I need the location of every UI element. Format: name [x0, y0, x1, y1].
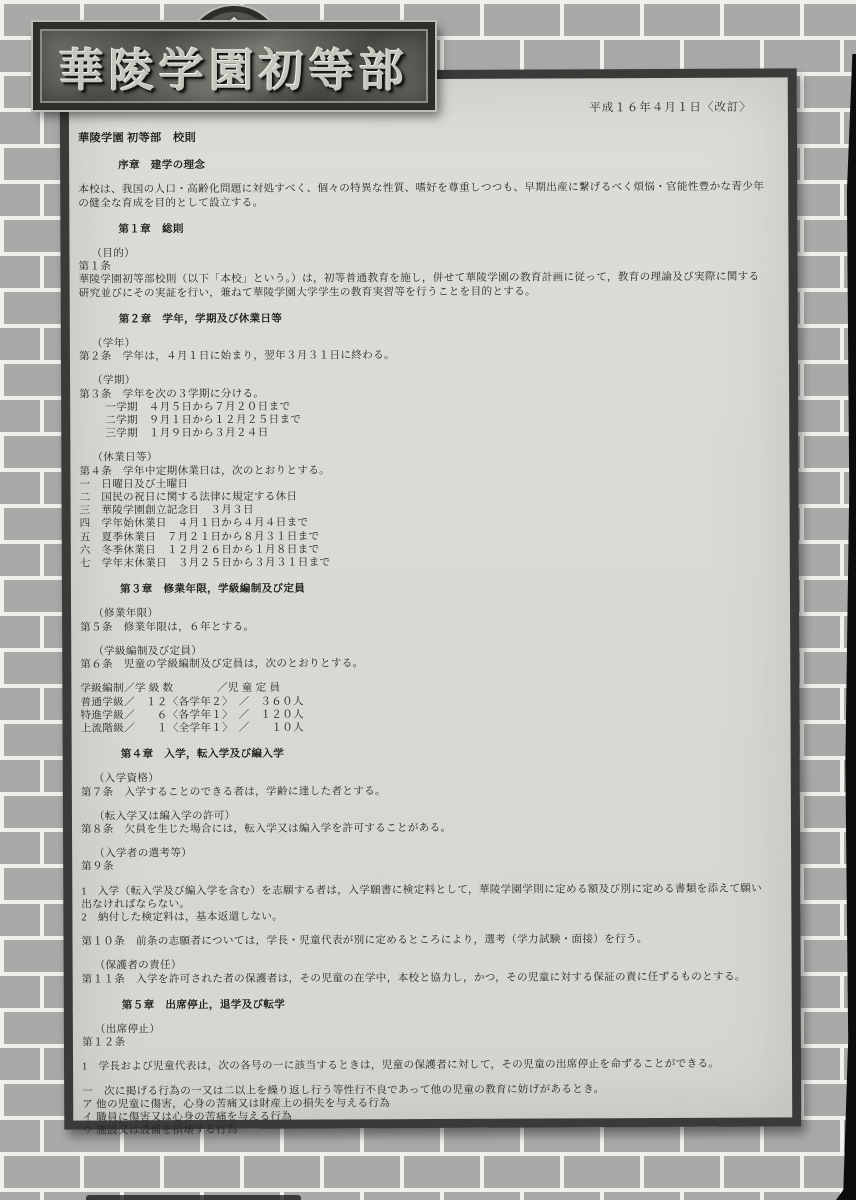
doc-line-body: ア 他の児童に傷害，心身の苦痛又は財産上の損失を与える行為 [82, 1097, 391, 1111]
doc-line-body: 第７条 入学することのできる者は，学齢に達した者とする。 [80, 785, 386, 799]
doc-line-body: 第８条 欠員を生じた場合には，転入学又は編入学を許可することがある。 [80, 822, 452, 836]
doc-line-body: 三 華陵学園創立記念日 ３月３日 [79, 505, 254, 517]
doc-line-indent: 三学期 １月９日から３月２４日 [105, 427, 269, 440]
doc-line-indent: 一学期 ４月５日から７月２０日まで [105, 401, 291, 414]
doc-line-body: 本校は、我国の人口・高齢化問題に対処すべく、個々の特異な性質、嗜好を尊重しつつも、早期出産に繋げるべく煩悩・官能性豊かな青少年の健全な育成を目的として設立する。 [78, 181, 765, 210]
scan-edge-bottom [86, 1195, 301, 1200]
doc-line-body: 第９条 [81, 861, 114, 873]
doc-line-body: 二 国民の祝日に関する法律に規定する休日 [79, 491, 298, 504]
plaque-face [33, 22, 435, 110]
doc-line-body: 六 冬季休業日 １２月２６日から１月８日まで [79, 544, 320, 557]
doc-line-label: （学年） [91, 338, 136, 350]
doc-line-label: （入学者の選考等） [94, 848, 193, 860]
doc-line-label: （出席停止） [94, 1024, 161, 1036]
doc-line-chapter: 第３章 修業年限，学級編制及び定員 [119, 583, 306, 596]
doc-line-body: 第３条 学年を次の３学期に分ける。 [79, 388, 265, 401]
doc-line-label: （学期） [92, 375, 136, 387]
doc-line-body: 普通学級／ １２〈各学年２〉 ／ ３６０人 [80, 696, 304, 709]
document-title: 華陵学園 初等部 校則 [77, 132, 196, 145]
doc-line-body: 第１２条 [81, 1037, 126, 1049]
doc-line-body: 1 学長および児童代表は，次の各号の一に該当するときは，児童の保護者に対して，その児童の出席停止を命ずることができる。 [82, 1059, 720, 1073]
doc-line-body: 五 夏季休業日 ７月２１日から８月３１日まで [79, 531, 320, 544]
doc-line-body: 第５条 修業年限は，６年とする。 [80, 621, 255, 634]
school-name-plaque [33, 22, 435, 110]
doc-line-body: 四 学年始休業日 ４月１日から４月４日まで [79, 518, 309, 530]
doc-line-chapter: 第５章 出席停止，退学及び転学 [121, 999, 286, 1012]
doc-line-chapter: 第１章 総則 [118, 223, 184, 236]
doc-line-body: 特進学級／ ６〈各学年１〉 ／ １２０人 [80, 709, 304, 722]
doc-line-body: 第６条 児童の学級編制及び定員は，次のとおりとする。 [80, 658, 364, 671]
doc-line-body: 第２条 学年は，４月１日に始まり，翌年３月３１日に終わる。 [78, 350, 395, 363]
doc-line-chapter: 第２章 学年，学期及び休業日等 [118, 313, 283, 326]
doc-line-body: 1 入学（転入学及び編入学を含む）を志願する者は，入学願書に検定料として，華陵学園学則に定める額及び別に定める書類を添えて願い出なければならない。 [81, 883, 763, 911]
doc-line-body: 第１条 [78, 261, 112, 273]
doc-line-body: 七 学年末休業日 ３月２５日から３月３１日まで [79, 557, 331, 570]
doc-line-chapter: 序章 建学の理念 [118, 160, 206, 172]
doc-line-label: （修業年限） [93, 608, 159, 620]
doc-line-body: 一 次に掲げる行為の一又は二以上を繰り返し行う等性行不良であって他の児童の教育に妨げがあるとき。 [82, 1083, 605, 1098]
doc-line-label: （休業日等） [92, 452, 158, 464]
doc-line-body: 第１１条 入学を許可された者の保護者は，その児童の在学中，本校と協力し，かつ，その児童に対する保証の責に任ずるものとする。 [81, 971, 746, 986]
plaque-title: 華陵学園初等部 [58, 43, 409, 97]
doc-line-body: イ 職員に傷害又は心身の苦痛を与える行為 [82, 1111, 293, 1124]
doc-line-label: （目的） [91, 248, 136, 260]
doc-line-body: 上流階級／ １〈全学年１〉 ／ １０人 [80, 722, 305, 735]
doc-line-chapter: 第４章 入学，転入学及び編入学 [120, 748, 285, 761]
doc-line-label: （学級編制及び定員） [93, 645, 203, 658]
regulations-document [60, 68, 802, 1137]
doc-line-label: （転入学又は編入学の許可） [93, 810, 236, 823]
doc-line-indent: 二学期 ９月１日から１２月２５日まで [105, 414, 302, 427]
doc-line-label: （入学資格） [93, 773, 160, 785]
doc-line-label: （保護者の責任） [94, 960, 182, 972]
revision-date: 平成１６年４月１日〈改訂〉 [589, 101, 752, 115]
doc-line-body: 華陵学園初等部校則（以下「本校」という。）は，初等普通教育を施し，併せて華陵学園の教育計画に従って，教育の理論及び実際に関する研究並びにその実証を行い，兼ねて華陵学園大学学生の教育実習等を行うことを目的とする。 [78, 271, 760, 300]
doc-line-body: 一 日曜日及び土曜日 [79, 478, 189, 491]
doc-line-body: ウ 施設又は設備を損壊する行為 [82, 1125, 238, 1137]
doc-line-body: 学級編制／学 級 数 ／児 童 定 員 [80, 682, 281, 695]
doc-line-body: 2 納付した検定料は，基本返還しない。 [81, 911, 284, 924]
document-blocks [78, 157, 772, 1138]
doc-line-body: 第１０条 前条の志願者については，学長・児童代表が別に定めるところにより，選考（学力試験・面接）を行う。 [81, 934, 648, 948]
document-body [69, 77, 793, 1138]
doc-line-body: 第４条 学年中定期休業日は，次のとおりとする。 [79, 465, 331, 478]
